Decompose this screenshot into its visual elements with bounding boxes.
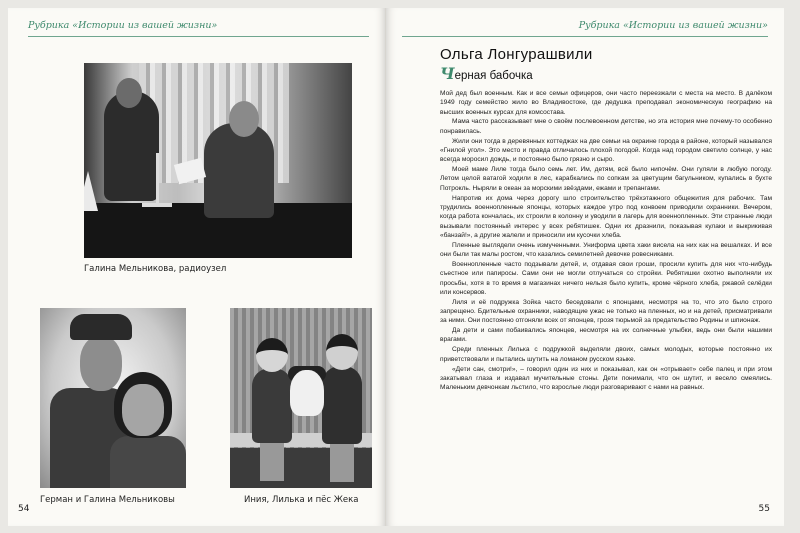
photo-couple	[40, 308, 186, 488]
paragraph: Лиля и её подружка Зойка часто беседовали с японцами, несмотря на то, что это было строго запрещено. Бдительные охранники, наводящие ужас не только на пленных, но и на детей, присматривали за ними. Они постоянно отгоняли всех от японцев, грозя тюрьмой за предательство Родины и шпионаж.	[440, 298, 772, 325]
page-number-right: 55	[758, 504, 770, 514]
header-rule-left	[28, 36, 369, 37]
paragraph: «Дети сан, смотри!», – говорил один из них и показывал, как он «отрывает» себе палец и при этом закатывал глаза и издавал мучительные стоны. Дети понимали, что он шутит, и весело смеялись. Маленьким девчонкам льстило, что взрослые люди разговаривают с нами на равных.	[440, 365, 772, 392]
article	[440, 46, 772, 393]
photo-children-dog	[230, 308, 372, 488]
paragraph: Пленные выглядели очень измученными. Униформа цвета хаки висела на них как на вешалках. И все они были так малы ростом, что казались семилетней девочке ровесниками.	[440, 241, 772, 259]
right-page	[386, 8, 784, 526]
article-author: Ольга Лонгурашвили	[440, 46, 593, 63]
rubric-header-right: Рубрика «Истории из вашей жизни»	[578, 20, 768, 31]
page-number-left: 54	[18, 504, 30, 514]
paragraph: Жили они тогда в деревянных коттеджах на две семьи на окраине города в районе, который назывался «Гнилой угол». Это место и правда отличалось плохой погодой. Когда над городом светило солнце, у нас всегда моросил дождь, и постоянно было грязно и сыро.	[440, 137, 772, 164]
photo1-caption: Галина Мельникова, радиоузел	[84, 264, 227, 274]
paragraph: Мой дед был военным. Как и все семьи офицеров, они часто переезжали с места на место. В далёком 1949 году семейство жило во Владивостоке, где дедушка преподавал экономическую географию на высших военных курсах для комсостава.	[440, 90, 772, 116]
photo2-caption: Герман и Галина Мельниковы	[40, 495, 175, 505]
header-rule-right	[402, 36, 768, 37]
paragraph: Да дети и сами побаивались японцев, несмотря на их солнечные улыбки, ведь они были нашими врагами.	[440, 327, 772, 344]
article-body	[440, 89, 772, 392]
paragraph: Мама часто рассказывает мне о своём послевоенном детстве, но эта история мне почему-то особенно понравилась.	[440, 118, 772, 135]
paragraph: Военнопленные часто подзывали детей, и, отдавая свои гроши, просили купить для них что-нибудь съестное или папиросы. Сами они не могли отлучаться со стройки. Ребятишки охотно выполняли их просьбы, хотя в то время в магазинах ничего нельзя было купить, кроме чёрного хлеба, ржавой селёдки или консервов.	[440, 260, 772, 296]
paragraph: Напротив их дома через дорогу шло строительство трёхэтажного общежития для рабочих. Там трудились военнопленные японцы, которых каждое утро под конвоем приводили охранники. Вечером, когда работа кончалась, их строили в колонну и уводили в лагерь для военнопленных. Эти странные люди вызывали постоянный интерес у всех ребятишек. Одни их дразнили, показывая кулаки и выкрикивая «банзай!», а другие жалели и приносили им кусочки хлеба.	[440, 194, 772, 239]
photo-radio-room	[84, 63, 352, 258]
paragraph: Среди пленных Лилька с подружкой выделяли двоих, самых молодых, которые постоянно их приветствовали и пытались шутить на ломаном русском языке.	[440, 346, 772, 363]
photo3-caption: Иния, Лилька и пёс Жека	[244, 495, 359, 505]
rubric-header-left: Рубрика «Истории из вашей жизни»	[28, 20, 218, 31]
article-title	[440, 64, 772, 83]
title-drop-cap: Ч	[440, 64, 455, 83]
paragraph: Моей маме Лиле тогда было семь лет. Им, детям, всё было нипочём. Они гуляли в любую погоду. Летом целой ватагой ходили в лес, карабкались по сопкам за цветущим багульником, купались в бухте Потрокль. Ныряли в океан за морскими звёздами, ежами и трепангами.	[440, 166, 772, 192]
title-rest: ерная бабочка	[454, 70, 533, 82]
book-spread	[8, 8, 784, 526]
left-page	[8, 8, 386, 526]
